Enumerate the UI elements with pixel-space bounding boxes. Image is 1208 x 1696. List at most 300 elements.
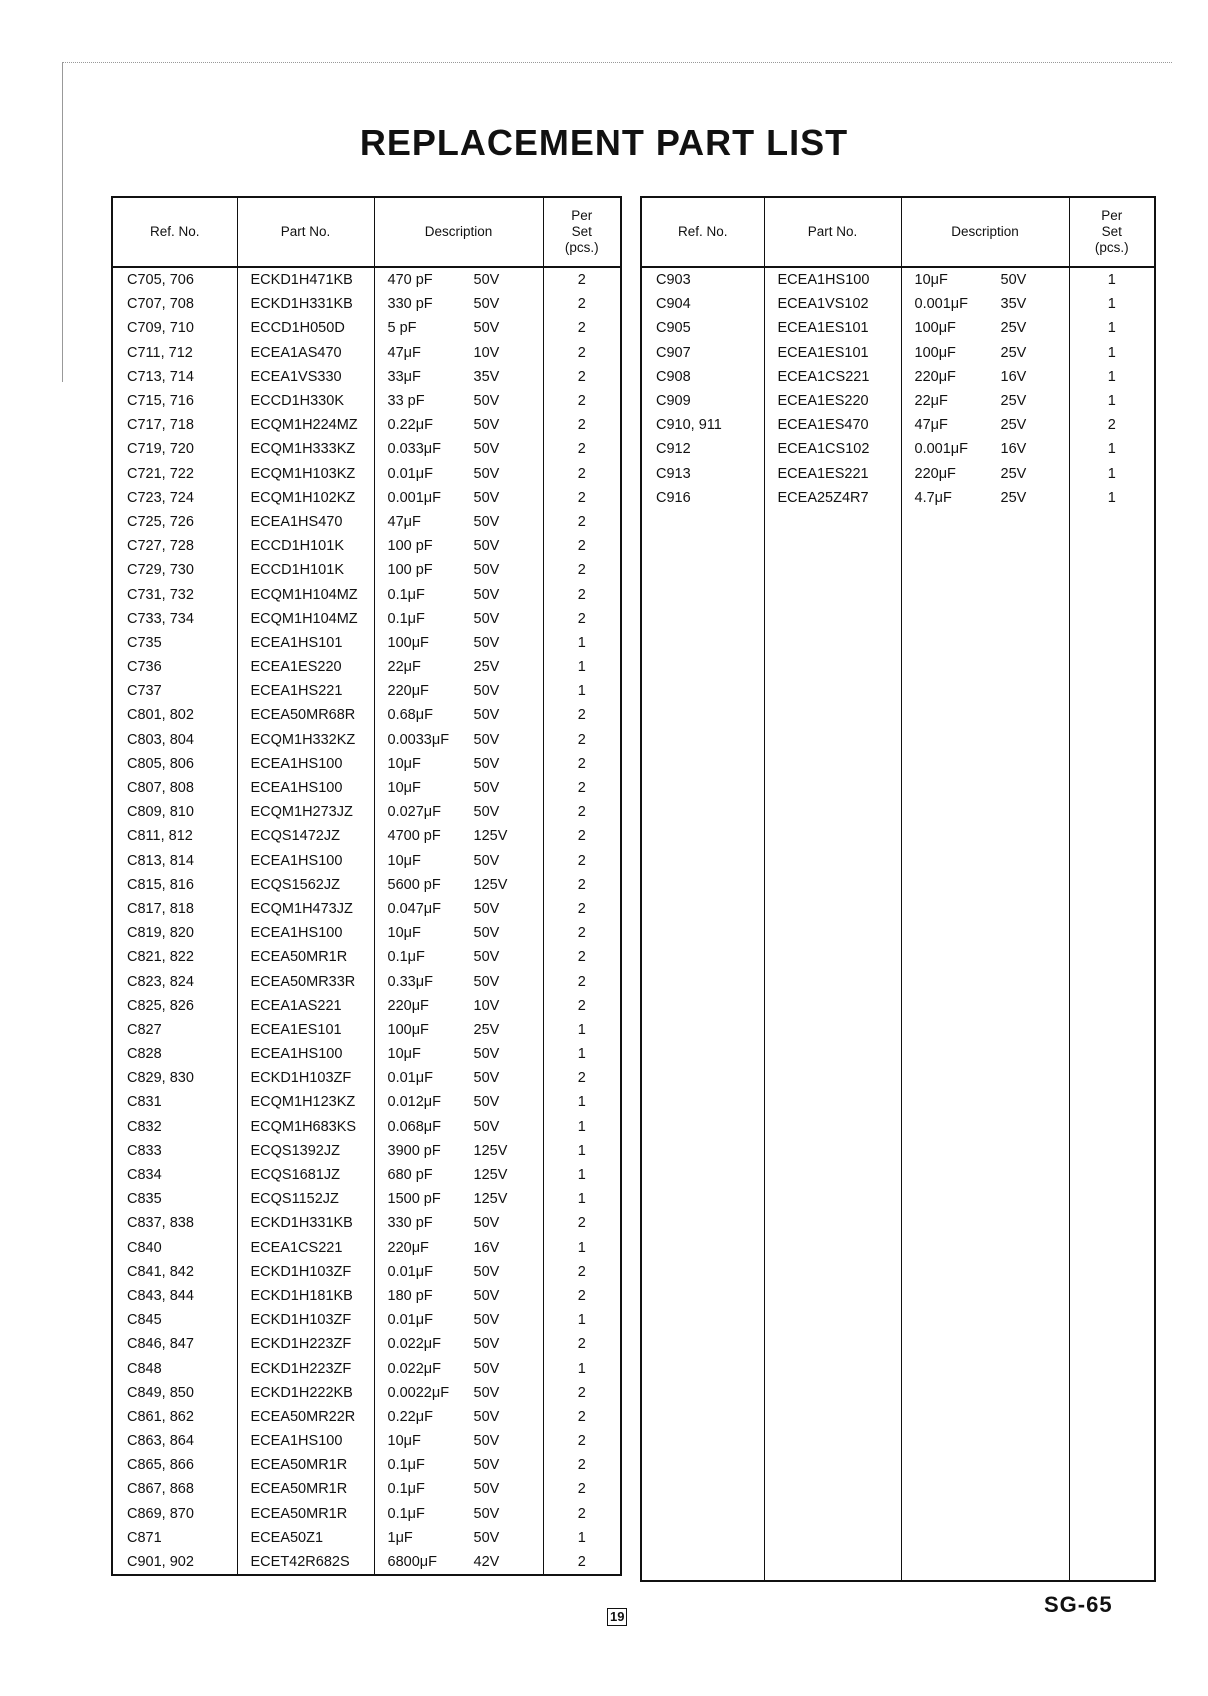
quantity-cell: 2 xyxy=(543,824,621,848)
voltage-rating: 50V xyxy=(473,393,500,410)
table-row xyxy=(112,800,621,824)
ref-no-cell: C831 xyxy=(127,1094,162,1111)
table-row xyxy=(112,1163,621,1187)
description-cell xyxy=(374,1066,543,1090)
empty-cell xyxy=(641,510,764,1581)
ref-no-cell: C725, 726 xyxy=(127,513,194,530)
quantity-cell: 2 xyxy=(543,1405,621,1429)
table-row xyxy=(112,607,621,631)
voltage-rating: 50V xyxy=(473,441,500,458)
voltage-rating: 50V xyxy=(473,683,500,700)
ref-no-cell: C829, 830 xyxy=(127,1070,194,1087)
description-cell xyxy=(901,389,1069,413)
part-no-cell: ECEA1HS100 xyxy=(764,267,901,292)
voltage-rating: 50V xyxy=(473,489,500,506)
voltage-rating: 25V xyxy=(473,1021,500,1038)
ref-no-cell: C707, 708 xyxy=(127,296,194,313)
quantity-cell: 2 xyxy=(543,728,621,752)
voltage-rating: 16V xyxy=(1000,441,1027,458)
table-row xyxy=(112,969,621,993)
table-row xyxy=(112,462,621,486)
voltage-rating: 50V xyxy=(473,465,500,482)
table-row xyxy=(112,1018,621,1042)
quantity-cell: 2 xyxy=(543,969,621,993)
table-row xyxy=(112,267,621,292)
description-cell xyxy=(374,1163,543,1187)
part-no-cell: ECEA1ES221 xyxy=(764,462,901,486)
description-cell xyxy=(374,1115,543,1139)
parts-table-right-body xyxy=(641,267,1155,1581)
voltage-rating: 50V xyxy=(473,1312,500,1329)
description-cell xyxy=(374,534,543,558)
quantity-cell: 1 xyxy=(543,1090,621,1114)
capacitance-value: 0.033μF xyxy=(387,441,441,458)
part-no-cell: ECEA1ES101 xyxy=(237,1018,374,1042)
quantity-cell: 2 xyxy=(543,341,621,365)
ref-no-cell: C832 xyxy=(127,1118,162,1135)
part-no-cell: ECEA50MR1R xyxy=(237,1477,374,1501)
table-row xyxy=(112,1260,621,1284)
voltage-rating: 50V xyxy=(473,1481,500,1498)
description-cell xyxy=(374,1550,543,1575)
capacitance-value: 47μF xyxy=(387,344,421,361)
part-no-cell: ECEA1HS100 xyxy=(237,1429,374,1453)
ref-no-cell: C901, 902 xyxy=(127,1554,194,1571)
quantity-cell: 2 xyxy=(543,849,621,873)
ref-no-cell: C869, 870 xyxy=(127,1505,194,1522)
voltage-rating: 50V xyxy=(473,949,500,966)
description-cell xyxy=(374,1405,543,1429)
ref-no-cell: C837, 838 xyxy=(127,1215,194,1232)
capacitance-value: 180 pF xyxy=(387,1287,433,1304)
table-row xyxy=(112,703,621,727)
part-no-cell: ECKD1H471KB xyxy=(237,267,374,292)
quantity-cell: 2 xyxy=(543,703,621,727)
quantity-cell: 2 xyxy=(1069,413,1155,437)
table-row xyxy=(112,921,621,945)
part-no-cell: ECEA1CS102 xyxy=(764,437,901,461)
voltage-rating: 50V xyxy=(473,634,500,651)
quantity-cell: 1 xyxy=(1069,341,1155,365)
part-no-cell: ECEA1HS101 xyxy=(237,631,374,655)
table-row xyxy=(112,1332,621,1356)
ref-no-cell: C827 xyxy=(127,1021,162,1038)
description-cell xyxy=(374,1236,543,1260)
ref-no-cell: C711, 712 xyxy=(127,344,193,361)
capacitance-value: 1500 pF xyxy=(387,1191,441,1208)
empty-cell xyxy=(901,510,1069,1581)
voltage-rating: 16V xyxy=(1000,368,1027,385)
quantity-cell: 2 xyxy=(543,1477,621,1501)
capacitance-value: 220μF xyxy=(387,997,429,1014)
capacitance-value: 22μF xyxy=(914,393,948,410)
voltage-rating: 50V xyxy=(473,320,500,337)
part-no-cell: ECQM1H332KZ xyxy=(237,728,374,752)
table-row xyxy=(112,679,621,703)
voltage-rating: 50V xyxy=(473,1287,500,1304)
description-cell xyxy=(374,1429,543,1453)
description-cell xyxy=(374,776,543,800)
voltage-rating: 50V xyxy=(473,1070,500,1087)
voltage-rating: 50V xyxy=(473,296,500,313)
capacitance-value: 330 pF xyxy=(387,1215,433,1232)
part-no-cell: ECEA1VS102 xyxy=(764,292,901,316)
capacitance-value: 1μF xyxy=(387,1529,413,1546)
part-no-cell: ECEA1HS100 xyxy=(237,921,374,945)
part-no-cell: ECEA1ES101 xyxy=(764,341,901,365)
voltage-rating: 50V xyxy=(473,755,500,772)
part-no-cell: ECEA1ES220 xyxy=(764,389,901,413)
capacitance-value: 0.01μF xyxy=(387,465,433,482)
quantity-cell: 2 xyxy=(543,413,621,437)
ref-no-cell: C905 xyxy=(656,320,691,337)
empty-cell xyxy=(764,510,901,1581)
ref-no-cell: C815, 816 xyxy=(127,876,194,893)
part-no-cell: ECEA1HS100 xyxy=(237,752,374,776)
capacitance-value: 0.1μF xyxy=(387,610,425,627)
description-cell xyxy=(374,413,543,437)
description-cell xyxy=(374,1381,543,1405)
part-no-cell: ECKD1H222KB xyxy=(237,1381,374,1405)
quantity-cell: 2 xyxy=(543,994,621,1018)
voltage-rating: 25V xyxy=(1000,344,1027,361)
ref-no-cell: C721, 722 xyxy=(127,465,194,482)
voltage-rating: 50V xyxy=(473,538,500,555)
ref-no-cell: C848 xyxy=(127,1360,162,1377)
voltage-rating: 42V xyxy=(473,1554,500,1571)
description-cell xyxy=(374,1211,543,1235)
part-no-cell: ECEA50MR1R xyxy=(237,1502,374,1526)
ref-no-cell: C863, 864 xyxy=(127,1433,194,1450)
description-cell xyxy=(901,462,1069,486)
table-row xyxy=(112,1381,621,1405)
ref-no-cell: C907 xyxy=(656,344,691,361)
ref-no-cell: C849, 850 xyxy=(127,1384,194,1401)
description-cell xyxy=(901,292,1069,316)
description-cell xyxy=(374,607,543,631)
part-no-cell: ECEA1HS100 xyxy=(237,849,374,873)
part-no-cell: ECEA50Z1 xyxy=(237,1526,374,1550)
ref-no-cell: C909 xyxy=(656,393,691,410)
description-cell xyxy=(374,1042,543,1066)
part-no-cell: ECKD1H331KB xyxy=(237,292,374,316)
ref-no-cell: C731, 732 xyxy=(127,586,194,603)
table-row xyxy=(112,341,621,365)
quantity-cell: 2 xyxy=(543,558,621,582)
quantity-cell: 2 xyxy=(543,510,621,534)
voltage-rating: 50V xyxy=(473,1094,500,1111)
description-cell xyxy=(374,1187,543,1211)
capacitance-value: 4.7μF xyxy=(914,489,952,506)
capacitance-value: 0.68μF xyxy=(387,707,433,724)
table-row xyxy=(112,1187,621,1211)
table-row xyxy=(112,1477,621,1501)
capacitance-value: 33 pF xyxy=(387,393,425,410)
description-cell xyxy=(374,849,543,873)
quantity-cell: 1 xyxy=(543,679,621,703)
capacitance-value: 0.012μF xyxy=(387,1094,441,1111)
parts-table-left xyxy=(111,196,622,1576)
description-cell xyxy=(374,582,543,606)
header-description: Description xyxy=(901,197,1069,267)
ref-no-cell: C805, 806 xyxy=(127,755,194,772)
capacitance-value: 680 pF xyxy=(387,1167,433,1184)
description-cell xyxy=(374,1477,543,1501)
ref-no-cell: C719, 720 xyxy=(127,441,194,458)
voltage-rating: 35V xyxy=(473,368,500,385)
header-set: Set xyxy=(1101,224,1122,239)
part-no-cell: ECEA1HS470 xyxy=(237,510,374,534)
table-row xyxy=(112,1236,621,1260)
capacitance-value: 0.1μF xyxy=(387,1457,425,1474)
description-cell xyxy=(374,1018,543,1042)
voltage-rating: 50V xyxy=(473,1215,500,1232)
capacitance-value: 33μF xyxy=(387,368,421,385)
part-no-cell: ECQM1H102KZ xyxy=(237,486,374,510)
ref-no-cell: C913 xyxy=(656,465,691,482)
part-no-cell: ECEA1CS221 xyxy=(764,365,901,389)
part-no-cell: ECEA1HS221 xyxy=(237,679,374,703)
capacitance-value: 10μF xyxy=(387,852,421,869)
capacitance-value: 0.1μF xyxy=(387,949,425,966)
description-cell xyxy=(374,1332,543,1356)
voltage-rating: 50V xyxy=(473,780,500,797)
capacitance-value: 5 pF xyxy=(387,320,417,337)
description-cell xyxy=(374,703,543,727)
empty-cell xyxy=(1069,510,1155,1581)
table-row xyxy=(112,1042,621,1066)
description-cell xyxy=(374,1139,543,1163)
quantity-cell: 1 xyxy=(543,1163,621,1187)
quantity-cell: 1 xyxy=(543,1236,621,1260)
capacitance-value: 47μF xyxy=(387,513,421,530)
table-row xyxy=(112,631,621,655)
parts-table-left-body xyxy=(112,267,621,1575)
description-cell xyxy=(901,437,1069,461)
description-cell xyxy=(374,462,543,486)
quantity-cell: 2 xyxy=(543,897,621,921)
ref-no-cell: C845 xyxy=(127,1312,162,1329)
table-header-row xyxy=(112,197,621,267)
ref-no-cell: C727, 728 xyxy=(127,538,194,555)
description-cell xyxy=(374,994,543,1018)
part-no-cell: ECQM1H683KS xyxy=(237,1115,374,1139)
quantity-cell: 2 xyxy=(543,437,621,461)
capacitance-value: 100 pF xyxy=(387,538,433,555)
header-per: Per xyxy=(571,208,593,223)
quantity-cell: 2 xyxy=(543,1260,621,1284)
voltage-rating: 50V xyxy=(473,586,500,603)
description-cell xyxy=(374,267,543,292)
voltage-rating: 50V xyxy=(473,852,500,869)
page-number: 19 xyxy=(607,1608,627,1626)
header-ref-no: Ref. No. xyxy=(641,197,764,267)
description-cell xyxy=(374,752,543,776)
table-row xyxy=(112,945,621,969)
ref-no-cell: C916 xyxy=(656,489,691,506)
ref-no-cell: C912 xyxy=(656,441,691,458)
ref-no-cell: C821, 822 xyxy=(127,949,194,966)
quantity-cell: 1 xyxy=(543,631,621,655)
table-row xyxy=(112,1284,621,1308)
part-no-cell: ECQM1H103KZ xyxy=(237,462,374,486)
description-cell xyxy=(901,341,1069,365)
voltage-rating: 50V xyxy=(473,1433,500,1450)
capacitance-value: 0.0033μF xyxy=(387,731,450,748)
description-cell xyxy=(374,824,543,848)
ref-no-cell: C803, 804 xyxy=(127,731,194,748)
header-per-set xyxy=(1069,197,1155,267)
ref-no-cell: C840 xyxy=(127,1239,162,1256)
table-row xyxy=(641,462,1155,486)
quantity-cell: 1 xyxy=(1069,267,1155,292)
voltage-rating: 50V xyxy=(473,1336,500,1353)
description-cell xyxy=(374,1308,543,1332)
part-no-cell: ECEA1CS221 xyxy=(237,1236,374,1260)
ref-no-cell: C834 xyxy=(127,1167,162,1184)
quantity-cell: 2 xyxy=(543,1066,621,1090)
part-no-cell: ECEA50MR68R xyxy=(237,703,374,727)
voltage-rating: 10V xyxy=(473,997,500,1014)
description-cell xyxy=(374,728,543,752)
table-row xyxy=(112,1526,621,1550)
capacitance-value: 0.0022μF xyxy=(387,1384,450,1401)
ref-no-cell: C841, 842 xyxy=(127,1263,194,1280)
quantity-cell: 2 xyxy=(543,462,621,486)
description-cell xyxy=(901,365,1069,389)
table-row xyxy=(112,486,621,510)
capacitance-value: 0.1μF xyxy=(387,1481,425,1498)
ref-no-cell: C825, 826 xyxy=(127,997,194,1014)
ref-no-cell: C735 xyxy=(127,634,162,651)
voltage-rating: 125V xyxy=(473,1191,508,1208)
quantity-cell: 2 xyxy=(543,1211,621,1235)
table-row xyxy=(641,341,1155,365)
ref-no-cell: C809, 810 xyxy=(127,804,194,821)
quantity-cell: 2 xyxy=(543,365,621,389)
header-part-no: Part No. xyxy=(237,197,374,267)
capacitance-value: 0.33μF xyxy=(387,973,433,990)
table-row xyxy=(112,437,621,461)
table-header-row xyxy=(641,197,1155,267)
capacitance-value: 100μF xyxy=(387,634,429,651)
part-no-cell: ECCD1H330K xyxy=(237,389,374,413)
description-cell xyxy=(374,921,543,945)
table-row xyxy=(112,510,621,534)
ref-no-cell: C705, 706 xyxy=(127,272,194,289)
voltage-rating: 50V xyxy=(473,610,500,627)
table-row xyxy=(112,316,621,340)
voltage-rating: 50V xyxy=(473,1457,500,1474)
capacitance-value: 220μF xyxy=(387,683,429,700)
part-no-cell: ECQM1H473JZ xyxy=(237,897,374,921)
quantity-cell: 2 xyxy=(543,800,621,824)
part-no-cell: ECKD1H103ZF xyxy=(237,1066,374,1090)
part-no-cell: ECET42R682S xyxy=(237,1550,374,1575)
ref-no-cell: C737 xyxy=(127,683,162,700)
voltage-rating: 10V xyxy=(473,344,500,361)
quantity-cell: 2 xyxy=(543,486,621,510)
table-row xyxy=(112,1356,621,1380)
capacitance-value: 4700 pF xyxy=(387,828,441,845)
header-pcs: (pcs.) xyxy=(564,240,599,255)
quantity-cell: 2 xyxy=(543,1550,621,1575)
quantity-cell: 1 xyxy=(1069,365,1155,389)
table-row xyxy=(641,437,1155,461)
left-rule xyxy=(62,62,63,382)
description-cell xyxy=(374,969,543,993)
capacitance-value: 0.027μF xyxy=(387,804,441,821)
table-row xyxy=(112,849,621,873)
header-per-set xyxy=(543,197,621,267)
quantity-cell: 1 xyxy=(543,655,621,679)
capacitance-value: 0.01μF xyxy=(387,1070,433,1087)
table-row xyxy=(112,776,621,800)
voltage-rating: 50V xyxy=(473,707,500,724)
quantity-cell: 1 xyxy=(543,1115,621,1139)
voltage-rating: 25V xyxy=(1000,393,1027,410)
table-row xyxy=(112,1139,621,1163)
description-cell xyxy=(374,486,543,510)
description-cell xyxy=(374,389,543,413)
ref-no-cell: C807, 808 xyxy=(127,780,194,797)
capacitance-value: 0.22μF xyxy=(387,1408,433,1425)
quantity-cell: 2 xyxy=(543,752,621,776)
quantity-cell: 2 xyxy=(543,776,621,800)
ref-no-cell: C723, 724 xyxy=(127,489,194,506)
description-cell xyxy=(901,267,1069,292)
voltage-rating: 50V xyxy=(473,1360,500,1377)
part-no-cell: ECEA1AS221 xyxy=(237,994,374,1018)
quantity-cell: 1 xyxy=(543,1139,621,1163)
capacitance-value: 100 pF xyxy=(387,562,433,579)
description-cell xyxy=(374,1526,543,1550)
table-row xyxy=(112,292,621,316)
capacitance-value: 10μF xyxy=(387,925,421,942)
ref-no-cell: C861, 862 xyxy=(127,1408,194,1425)
capacitance-value: 3900 pF xyxy=(387,1142,441,1159)
description-cell xyxy=(374,341,543,365)
capacitance-value: 470 pF xyxy=(387,272,433,289)
table-row xyxy=(112,534,621,558)
part-no-cell: ECQM1H104MZ xyxy=(237,582,374,606)
ref-no-cell: C713, 714 xyxy=(127,368,194,385)
quantity-cell: 2 xyxy=(543,534,621,558)
table-row xyxy=(112,582,621,606)
page-title: REPLACEMENT PART LIST xyxy=(359,122,849,163)
ref-no-cell: C843, 844 xyxy=(127,1287,194,1304)
voltage-rating: 50V xyxy=(473,1384,500,1401)
ref-no-cell: C823, 824 xyxy=(127,973,194,990)
quantity-cell: 1 xyxy=(543,1042,621,1066)
table-row xyxy=(112,655,621,679)
ref-no-cell: C717, 718 xyxy=(127,417,194,434)
voltage-rating: 35V xyxy=(1000,296,1027,313)
table-filler-row xyxy=(641,510,1155,1581)
table-row xyxy=(641,316,1155,340)
table-row xyxy=(641,267,1155,292)
quantity-cell: 2 xyxy=(543,873,621,897)
capacitance-value: 0.022μF xyxy=(387,1336,441,1353)
capacitance-value: 0.01μF xyxy=(387,1263,433,1280)
table-row xyxy=(641,389,1155,413)
table-row xyxy=(112,752,621,776)
quantity-cell: 2 xyxy=(543,1429,621,1453)
quantity-cell: 2 xyxy=(543,1381,621,1405)
capacitance-value: 0.01μF xyxy=(387,1312,433,1329)
table-row xyxy=(112,824,621,848)
voltage-rating: 50V xyxy=(1000,272,1027,289)
